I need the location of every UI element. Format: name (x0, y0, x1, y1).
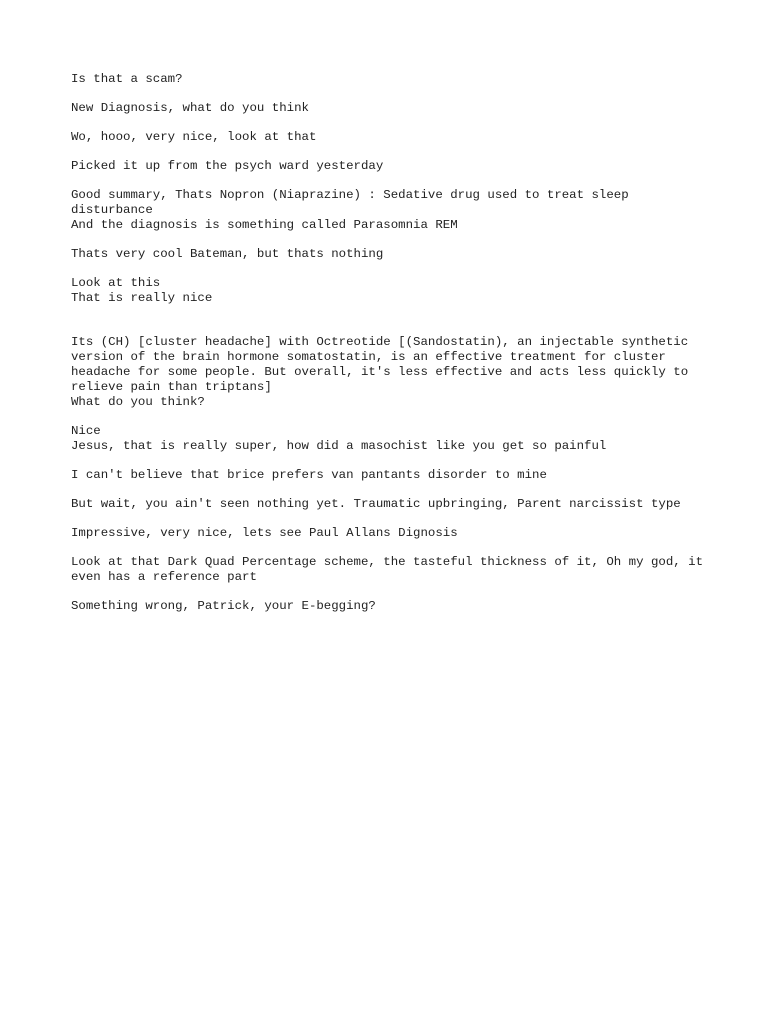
text-line: That is really nice (71, 291, 213, 305)
text-line: Thats very cool Bateman, but thats nothing (71, 247, 384, 261)
text-line: Its (CH) [cluster headache] with Octreotide [(Sandostatin), an injectable synthetic version of the brain hormone somatostatin, is an effective treatment for cluster headache for some people. But overall, it's less effective and acts less quickly to relieve pain than triptans] (71, 335, 689, 394)
text-line: Good summary, Thats Nopron (Niaprazine) : Sedative drug used to treat sleep disturbance (71, 188, 629, 217)
text-line: What do you think? (71, 395, 205, 409)
text-line: Nice (71, 424, 101, 438)
paragraph-11 (71, 497, 711, 512)
paragraph-2 (71, 101, 711, 116)
text-line: Look at this (71, 276, 161, 290)
text-line: Is that a scam? (71, 72, 183, 86)
text-line: I can't believe that brice prefers van pantants disorder to mine (71, 468, 547, 482)
text-line: And the diagnosis is something called Parasomnia REM (71, 218, 458, 232)
text-line: Look at that Dark Quad Percentage scheme, the tasteful thickness of it, Oh my god, it even has a reference part (71, 555, 704, 584)
text-line: Jesus, that is really super, how did a masochist like you get so painful (71, 439, 607, 453)
text-line: New Diagnosis, what do you think (71, 101, 309, 115)
paragraph-10 (71, 468, 711, 483)
text-line: But wait, you ain't seen nothing yet. Traumatic upbringing, Parent narcissist type (71, 497, 681, 511)
paragraph-4 (71, 159, 711, 174)
text-line: Something wrong, Patrick, your E-begging? (71, 599, 376, 613)
paragraph-7 (71, 276, 711, 306)
paragraph-6 (71, 247, 711, 262)
document-body (71, 72, 711, 628)
paragraph-12 (71, 526, 711, 541)
paragraph-14 (71, 599, 711, 614)
text-line: Picked it up from the psych ward yesterday (71, 159, 384, 173)
text-line: Wo, hooo, very nice, look at that (71, 130, 317, 144)
paragraph-1 (71, 72, 711, 87)
paragraph-9 (71, 424, 711, 454)
paragraph-5 (71, 188, 711, 233)
paragraph-8 (71, 335, 711, 410)
text-line: Impressive, very nice, lets see Paul Allans Dignosis (71, 526, 458, 540)
paragraph-13 (71, 555, 711, 585)
paragraph-3 (71, 130, 711, 145)
